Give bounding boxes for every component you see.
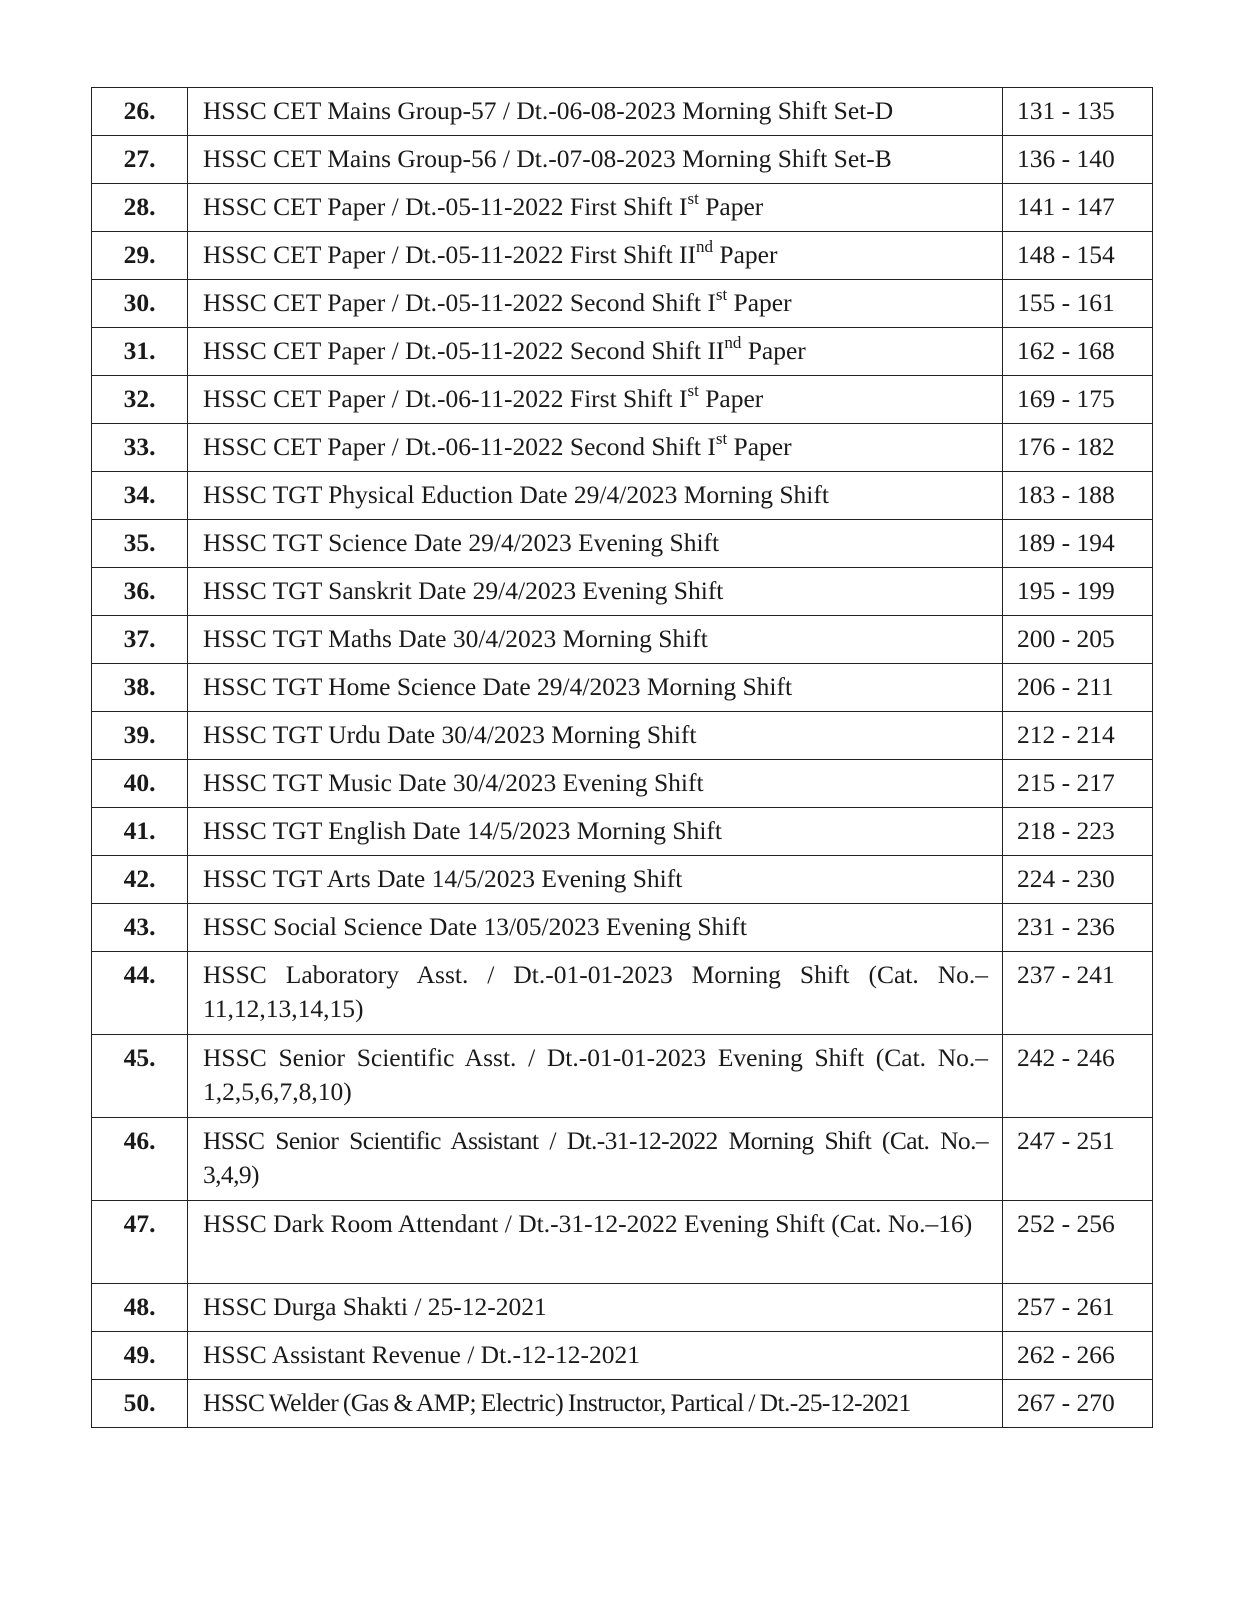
paper-title: HSSC Assistant Revenue / Dt.-12-12-2021 (188, 1332, 1003, 1380)
paper-title (188, 184, 1003, 232)
page-range: 200 - 205 (1003, 616, 1153, 664)
serial-number: 30. (92, 280, 188, 328)
title-text: HSSC CET Paper / Dt.-05-11-2022 First Shift II (203, 240, 697, 269)
page-range: 267 - 270 (1003, 1380, 1153, 1428)
ordinal-suffix: st (715, 428, 728, 448)
serial-number: 48. (92, 1284, 188, 1332)
table-row (92, 760, 1153, 808)
page-range: 131 - 135 (1003, 88, 1153, 136)
serial-number: 43. (92, 904, 188, 952)
paper-title: HSSC Social Science Date 13/05/2023 Evening Shift (188, 904, 1003, 952)
serial-number: 38. (92, 664, 188, 712)
page-range: 237 - 241 (1003, 952, 1153, 1035)
title-text-after: Paper (741, 336, 806, 365)
table-row (92, 712, 1153, 760)
table-row (92, 184, 1153, 232)
serial-number: 40. (92, 760, 188, 808)
table-row (92, 904, 1153, 952)
serial-number: 36. (92, 568, 188, 616)
ordinal-suffix: nd (696, 236, 714, 256)
ordinal-suffix: nd (724, 332, 742, 352)
serial-number: 34. (92, 472, 188, 520)
page-range: 162 - 168 (1003, 328, 1153, 376)
page-range: 176 - 182 (1003, 424, 1153, 472)
serial-number: 42. (92, 856, 188, 904)
table-row (92, 1380, 1153, 1428)
title-text-after: Paper (698, 384, 764, 413)
table-row (92, 952, 1153, 1035)
paper-title: HSSC CET Mains Group-56 / Dt.-07-08-2023 Morning Shift Set-B (188, 136, 1003, 184)
title-text: HSSC CET Paper / Dt.-05-11-2022 Second Shift II (203, 336, 725, 365)
page-range: 247 - 251 (1003, 1118, 1153, 1201)
title-text: HSSC CET Paper / Dt.-05-11-2022 First Shift I (203, 192, 688, 221)
serial-number: 46. (92, 1118, 188, 1201)
serial-number: 31. (92, 328, 188, 376)
paper-title (188, 232, 1003, 280)
paper-title: HSSC TGT English Date 14/5/2023 Morning Shift (188, 808, 1003, 856)
serial-number: 35. (92, 520, 188, 568)
serial-number: 27. (92, 136, 188, 184)
title-text-after: Paper (727, 432, 792, 461)
serial-number: 26. (92, 88, 188, 136)
table-row (92, 136, 1153, 184)
paper-title: HSSC Welder (Gas & AMP; Electric) Instructor, Partical / Dt.-25-12-2021 (188, 1380, 1003, 1428)
title-text: HSSC CET Paper / Dt.-06-11-2022 First Shift I (203, 384, 688, 413)
title-text-after: Paper (698, 192, 764, 221)
page-range: 242 - 246 (1003, 1035, 1153, 1118)
paper-title (188, 424, 1003, 472)
serial-number: 49. (92, 1332, 188, 1380)
serial-number: 32. (92, 376, 188, 424)
paper-title: HSSC Durga Shakti / 25-12-2021 (188, 1284, 1003, 1332)
contents-table (91, 87, 1153, 1428)
table-row (92, 616, 1153, 664)
table-row (92, 664, 1153, 712)
page-range: 189 - 194 (1003, 520, 1153, 568)
ordinal-suffix: st (715, 284, 728, 304)
page-range: 195 - 199 (1003, 568, 1153, 616)
page-range: 136 - 140 (1003, 136, 1153, 184)
serial-number: 45. (92, 1035, 188, 1118)
table-row (92, 1118, 1153, 1201)
page-range: 206 - 211 (1003, 664, 1153, 712)
paper-title: HSSC TGT Physical Eduction Date 29/4/2023 Morning Shift (188, 472, 1003, 520)
page-range: 155 - 161 (1003, 280, 1153, 328)
serial-number: 39. (92, 712, 188, 760)
paper-title: HSSC TGT Home Science Date 29/4/2023 Morning Shift (188, 664, 1003, 712)
paper-title: HSSC TGT Science Date 29/4/2023 Evening Shift (188, 520, 1003, 568)
paper-title: HSSC Senior Scientific Asst. / Dt.-01-01-2023 Evening Shift (Cat. No.–1,2,5,6,7,8,10) (188, 1035, 1003, 1118)
table-row (92, 1332, 1153, 1380)
table-row (92, 808, 1153, 856)
paper-title: HSSC TGT Maths Date 30/4/2023 Morning Shift (188, 616, 1003, 664)
paper-title: HSSC TGT Sanskrit Date 29/4/2023 Evening Shift (188, 568, 1003, 616)
table-row (92, 1201, 1153, 1284)
serial-number: 50. (92, 1380, 188, 1428)
table-row (92, 1284, 1153, 1332)
paper-title: HSSC Laboratory Asst. / Dt.-01-01-2023 Morning Shift (Cat. No.– 11,12,13,14,15) (188, 952, 1003, 1035)
page-range: 169 - 175 (1003, 376, 1153, 424)
serial-number: 37. (92, 616, 188, 664)
table-row (92, 232, 1153, 280)
table-row (92, 520, 1153, 568)
page-range: 183 - 188 (1003, 472, 1153, 520)
page-range: 212 - 214 (1003, 712, 1153, 760)
serial-number: 47. (92, 1201, 188, 1284)
paper-title (188, 328, 1003, 376)
page-range: 257 - 261 (1003, 1284, 1153, 1332)
table-row (92, 424, 1153, 472)
ordinal-suffix: st (687, 188, 699, 208)
page-range: 141 - 147 (1003, 184, 1153, 232)
page-range: 224 - 230 (1003, 856, 1153, 904)
ordinal-suffix: st (687, 380, 699, 400)
page-range: 215 - 217 (1003, 760, 1153, 808)
table-row (92, 472, 1153, 520)
page-range: 231 - 236 (1003, 904, 1153, 952)
serial-number: 33. (92, 424, 188, 472)
table-row (92, 856, 1153, 904)
paper-title: HSSC CET Mains Group-57 / Dt.-06-08-2023 Morning Shift Set-D (188, 88, 1003, 136)
paper-title: HSSC TGT Arts Date 14/5/2023 Evening Shift (188, 856, 1003, 904)
page-range: 148 - 154 (1003, 232, 1153, 280)
table-row (92, 280, 1153, 328)
page-range: 252 - 256 (1003, 1201, 1153, 1284)
paper-title: HSSC Dark Room Attendant / Dt.-31-12-2022 Evening Shift (Cat. No.–16) (188, 1201, 1003, 1284)
table-row (92, 1035, 1153, 1118)
title-text-after: Paper (713, 240, 778, 269)
paper-title: HSSC TGT Urdu Date 30/4/2023 Morning Shift (188, 712, 1003, 760)
table-row (92, 88, 1153, 136)
table-row (92, 568, 1153, 616)
serial-number: 29. (92, 232, 188, 280)
serial-number: 41. (92, 808, 188, 856)
title-text: HSSC CET Paper / Dt.-06-11-2022 Second Shift I (203, 432, 716, 461)
page-range: 218 - 223 (1003, 808, 1153, 856)
page-range: 262 - 266 (1003, 1332, 1153, 1380)
paper-title: HSSC TGT Music Date 30/4/2023 Evening Shift (188, 760, 1003, 808)
table-row (92, 376, 1153, 424)
serial-number: 28. (92, 184, 188, 232)
paper-title (188, 280, 1003, 328)
title-text: HSSC CET Paper / Dt.-05-11-2022 Second Shift I (203, 288, 716, 317)
table-row (92, 328, 1153, 376)
serial-number: 44. (92, 952, 188, 1035)
title-text-after: Paper (727, 288, 792, 317)
paper-title (188, 376, 1003, 424)
paper-title: HSSC Senior Scientific Assistant / Dt.-31-12-2022 Morning Shift (Cat. No.–3,4,9) (188, 1118, 1003, 1201)
